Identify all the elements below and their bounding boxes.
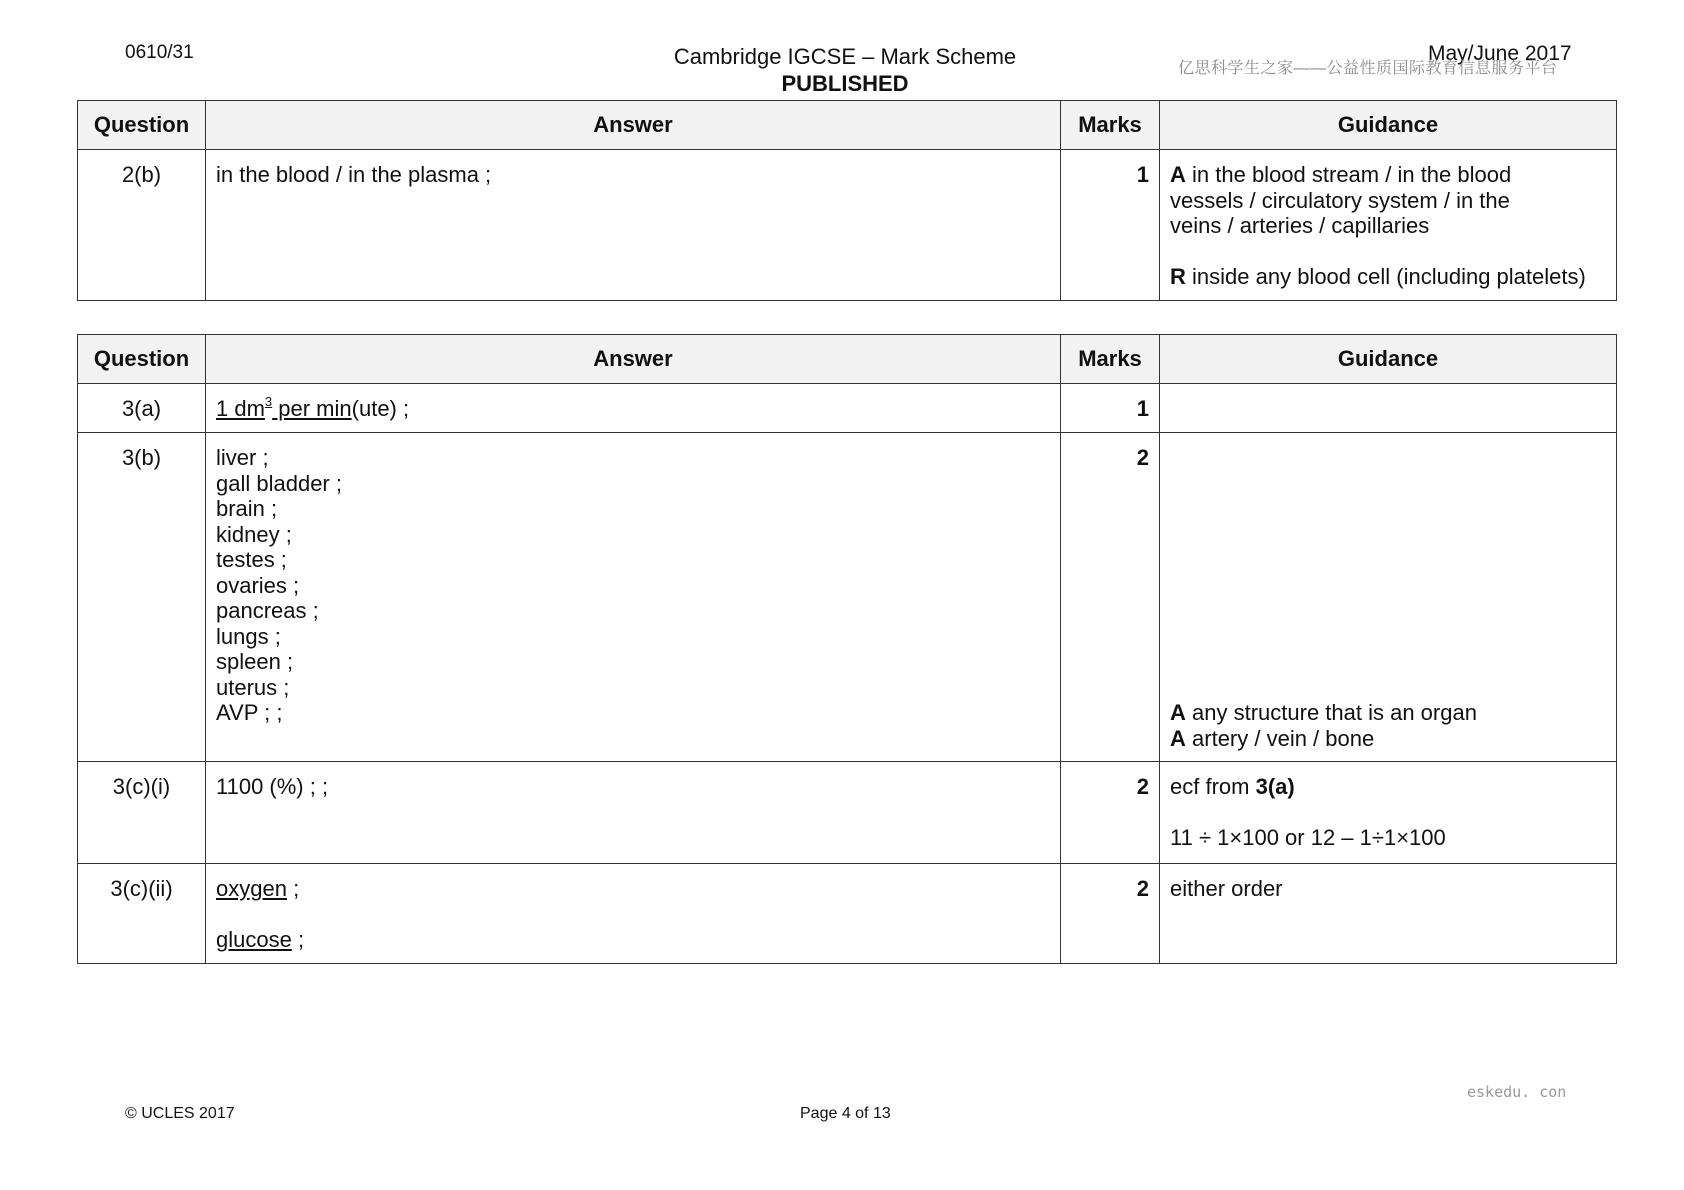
table-row [78,864,1617,964]
guidance-line: inside any blood cell (including platelets) [1192,264,1586,289]
guidance-cell: either order [1160,864,1617,964]
document-title-block [600,43,1090,97]
answer-line: lungs ; [216,623,281,649]
answer-line: gall bladder ; [216,470,342,496]
accept-marker: A [1170,725,1186,751]
answer-cell: 1 $dm^3$ per min(ute) ; [206,384,1061,433]
publication-status: PUBLISHED [781,71,909,96]
answer-cell: 1100 (%) ; ; [206,762,1061,864]
guidance-line: in the blood stream / in the blood [1192,162,1512,187]
answer-cell [206,433,1061,762]
guidance-line: veins / arteries / capillaries [1170,213,1430,238]
col-header-question: Question [78,101,206,150]
marks-cell: 2 [1061,762,1160,864]
marks-cell: 1 [1061,384,1160,433]
guidance-cell [1160,433,1617,762]
document-title: Cambridge IGCSE – Mark Scheme [673,44,1017,69]
accept-marker: A [1170,700,1186,725]
guidance-cell [1160,150,1617,301]
guidance-calculation: 11 ÷ 1×100 or 12 – 1÷1×100 [1170,825,1446,850]
copyright: © UCLES 2017 [125,1105,235,1122]
question-number: 3(a) [78,384,206,433]
answer-cell: in the blood / in the plasma ; [206,150,1061,301]
col-header-question: Question [78,335,206,384]
guidance-line: artery / vein / bone [1192,725,1375,751]
col-header-answer: Answer [206,101,1061,150]
accept-marker: A [1170,162,1186,187]
table-header-row [78,335,1617,384]
exam-session: May/June 2017 [1428,42,1572,65]
col-header-answer: Answer [206,335,1061,384]
table-row [78,433,1617,762]
marks-cell: 2 [1061,864,1160,964]
col-header-guidance: Guidance [1160,101,1617,150]
guidance-cell [1160,384,1617,433]
guidance-line: any structure that is an organ [1192,700,1477,725]
watermark: 亿思科学生之家——公益性质国际教育信息服务平台 [1178,60,1558,77]
answer-line: kidney ; [216,521,292,547]
mark-scheme-table-2 [77,334,1617,964]
answer-line: testes ; [216,547,287,572]
question-number: 3(c)(i) [78,762,206,864]
answer-line: ovaries ; [216,572,300,598]
col-header-marks: Marks [1061,101,1160,150]
table-row [78,384,1617,433]
table-row [78,762,1617,864]
guidance-cell: ecf from 3(a) 11 ÷ 1×100 or 12 – 1÷1×100 [1160,762,1617,864]
question-number: 3(c)(ii) [78,864,206,964]
table-row [78,150,1617,301]
marks-cell: 2 [1061,433,1160,762]
question-number: 3(b) [78,433,206,762]
table-header-row [78,101,1617,150]
answer-line: AVP ; ; [216,700,283,725]
col-header-marks: Marks [1061,335,1160,384]
answer-line: spleen ; [216,649,294,674]
answer-line: uterus ; [216,674,290,700]
answer-cell: oxygen ; glucose ; [206,864,1061,964]
mark-scheme-table-1 [77,100,1617,301]
site-watermark: eskedu. con [1467,1083,1567,1101]
answer-line: liver ; [216,445,269,470]
answer-line: pancreas ; [216,598,319,623]
guidance-line: vessels / circulatory system / in the [1170,187,1510,213]
page-number: Page 4 of 13 [800,1105,891,1122]
col-header-guidance: Guidance [1160,335,1617,384]
marks-cell: 1 [1061,150,1160,301]
answer-line: brain ; [216,496,278,521]
question-number: 2(b) [78,150,206,301]
syllabus-code: 0610/31 [125,42,194,63]
reject-marker: R [1170,264,1186,289]
